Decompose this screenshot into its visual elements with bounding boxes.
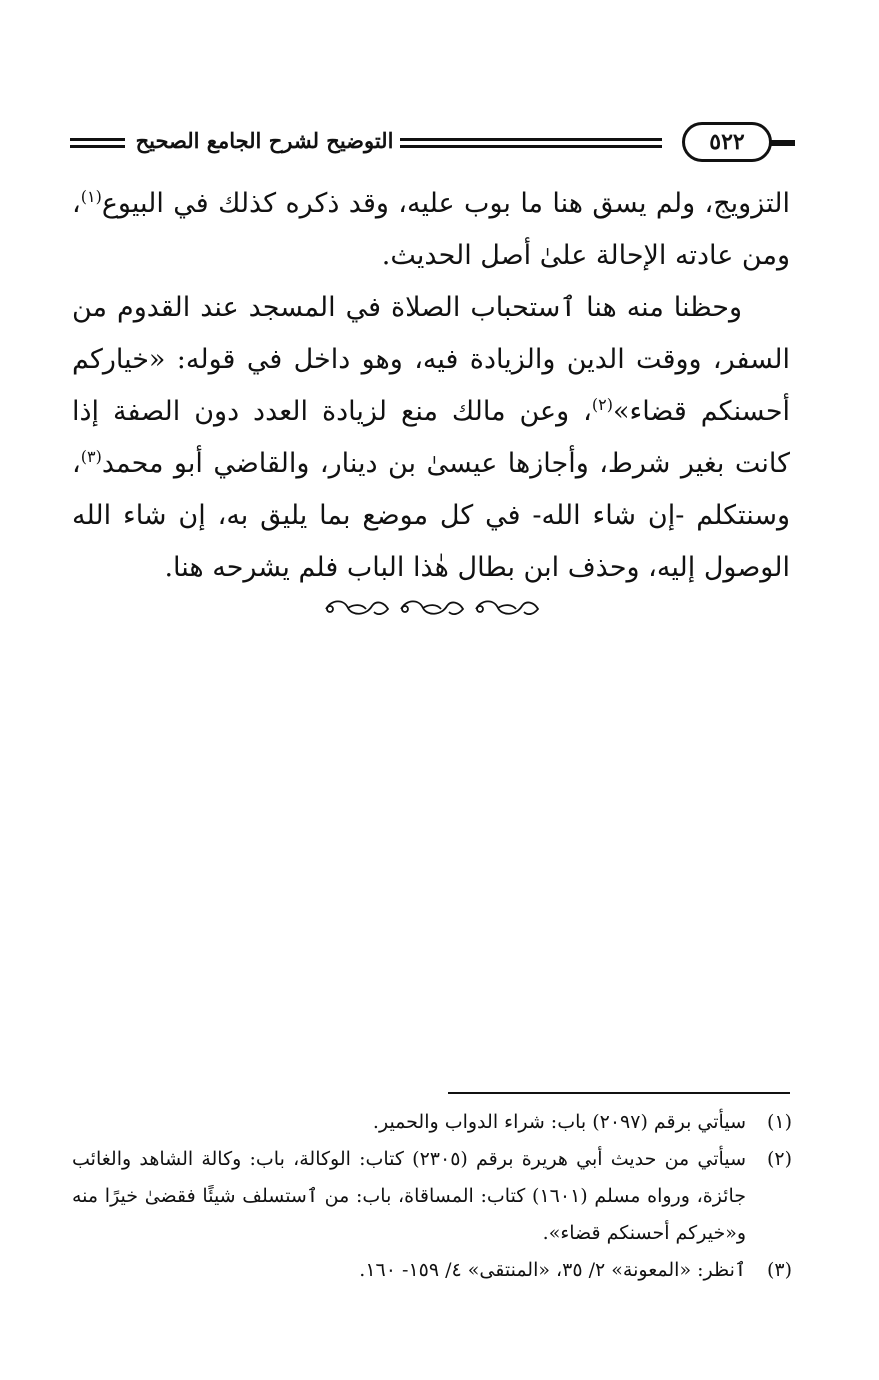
footnote-item <box>72 1252 792 1289</box>
footnote-ref: (٣) <box>80 447 102 466</box>
ornament-flourish <box>476 601 538 614</box>
ornament-flourish <box>401 601 463 614</box>
text-run: التزويج، ولم يسق هنا ما بوب عليه، وقد ذكره كذلك في البيوع <box>101 188 790 219</box>
main-text <box>72 178 790 594</box>
footnote-item <box>72 1141 792 1252</box>
footnote-separator <box>448 1092 790 1094</box>
footnote-item <box>72 1104 792 1141</box>
text-run: ، وسنتكلم -إن شاء الله- في كل موضع بما يليق به، إن شاء الله الوصول إليه، وحذف ابن بطال هٰذا الباب فلم يشرحه هنا. <box>72 448 790 583</box>
footnote-text: سيأتي برقم (٢٠٩٧) باب: شراء الدواب والحمير. <box>372 1111 746 1133</box>
ornament-flourish <box>326 601 388 614</box>
footnote-number: (٢) <box>766 1148 792 1170</box>
paragraph <box>72 282 790 594</box>
book-title: التوضيح لشرح الجامع الصحيح <box>135 128 394 153</box>
footnote-number: (١) <box>766 1111 792 1133</box>
header-rule-right <box>770 140 795 146</box>
footnote-ref: (٢) <box>591 395 613 414</box>
page-number-badge <box>682 122 772 162</box>
footnotes <box>72 1104 792 1289</box>
paragraph <box>72 178 790 282</box>
running-header <box>70 120 795 170</box>
header-rule-left <box>70 138 125 148</box>
text-run: وحظنا منه هنا ٱستحباب الصلاة في المسجد عند القدوم من السفر، ووقت الدين والزيادة فيه، وهو داخل في قوله: «خياركم أحسنكم قضاء» <box>72 292 791 427</box>
section-end-ornament <box>322 594 548 624</box>
header-rule-middle <box>400 138 662 148</box>
text-run: ، وعن مالك منع لزيادة العدد دون الصفة إذا كانت بغير شرط، وأجازها عيسىٰ بن دينار، والقاضي أبو محمد <box>72 396 790 479</box>
footnote-text: ٱنظر: «المعونة» ٢/ ٣٥، «المنتقى» ٤/ ١٥٩- ١٦٠. <box>359 1259 746 1281</box>
page-number: ٥٢٢ <box>709 129 745 155</box>
text-run: ، ومن عادته الإحالة علىٰ أصل الحديث. <box>72 188 790 271</box>
footnote-ref: (١) <box>80 187 102 206</box>
footnote-text: سيأتي من حديث أبي هريرة برقم (٢٣٠٥) كتاب: الوكالة، باب: وكالة الشاهد والغائب جائزة، ورواه مسلم (١٦٠١) كتاب: المساقاة، باب: من ٱستسلف شيئًا فقضىٰ خيرًا منه و«خيركم أحسنكم قضاء». <box>72 1148 747 1244</box>
footnote-number: (٣) <box>766 1259 792 1281</box>
